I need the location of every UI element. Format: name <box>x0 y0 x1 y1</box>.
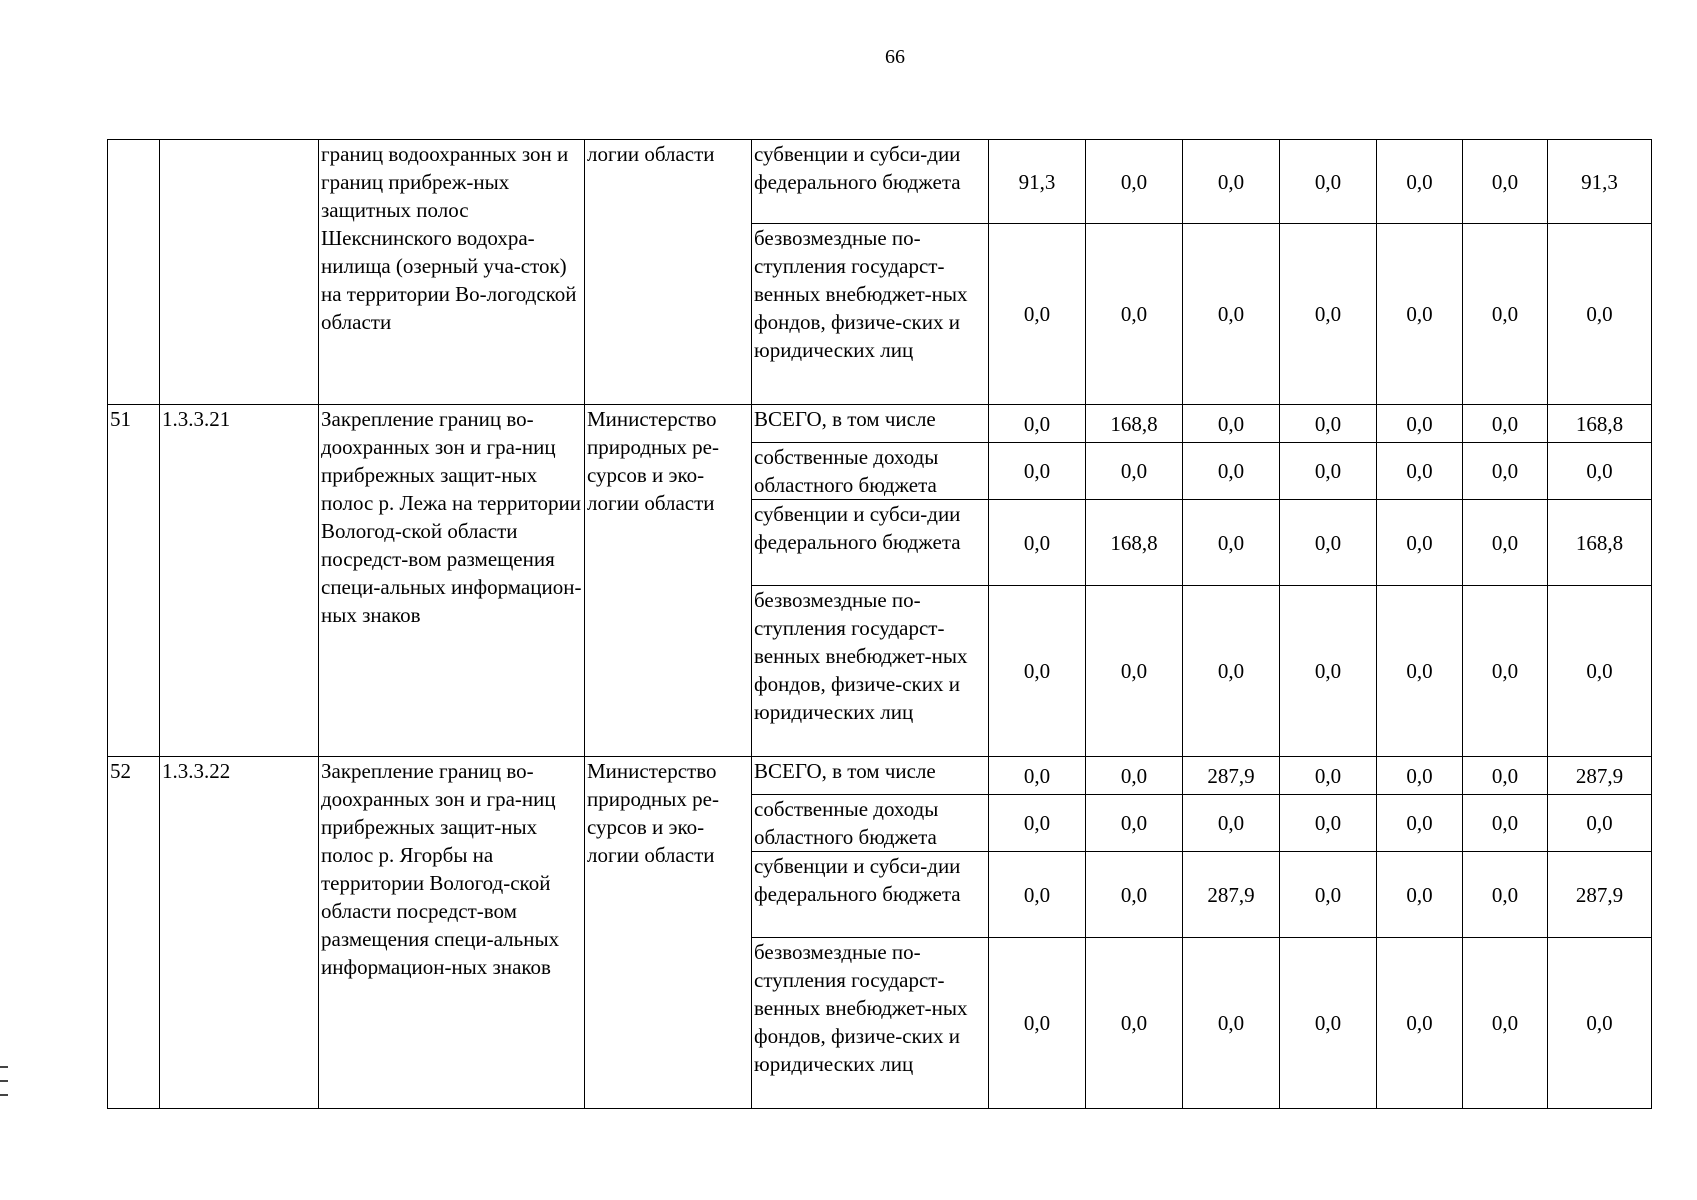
funding-source: субвенции и субси-дии федерального бюджета <box>752 140 989 224</box>
funding-source: безвозмездные по-ступления государст-венных внебюджет-ных фондов, физиче-ских и юридических лиц <box>752 938 989 1109</box>
amount-cell: 0,0 <box>1183 224 1280 405</box>
amount-cell: 0,0 <box>989 795 1086 852</box>
amount-cell: 0,0 <box>989 852 1086 938</box>
row-code: 1.3.3.21 <box>160 405 319 757</box>
row-code: 1.3.3.22 <box>160 757 319 1109</box>
amount-cell: 0,0 <box>1548 224 1652 405</box>
table-row <box>108 140 1652 224</box>
amount-cell: 0,0 <box>1280 852 1377 938</box>
funding-source: собственные доходы областного бюджета <box>752 795 989 852</box>
amount-cell: 0,0 <box>1280 140 1377 224</box>
amount-cell: 0,0 <box>1183 795 1280 852</box>
amount-cell: 0,0 <box>1377 500 1463 586</box>
amount-cell: 0,0 <box>1280 795 1377 852</box>
amount-cell: 0,0 <box>989 224 1086 405</box>
page-number: 66 <box>885 46 905 68</box>
amount-cell: 0,0 <box>1086 443 1183 500</box>
amount-cell: 0,0 <box>1183 443 1280 500</box>
table-row <box>108 405 1652 443</box>
amount-cell: 168,8 <box>1086 405 1183 443</box>
amount-cell: 0,0 <box>1377 443 1463 500</box>
funding-source: безвозмездные по-ступления государст-венных внебюджет-ных фондов, физиче-ских и юридических лиц <box>752 224 989 405</box>
amount-cell: 0,0 <box>989 443 1086 500</box>
amount-cell: 0,0 <box>1086 224 1183 405</box>
margin-mark <box>0 1066 8 1068</box>
amount-cell: 0,0 <box>1280 405 1377 443</box>
amount-cell: 0,0 <box>1463 443 1548 500</box>
amount-cell: 168,8 <box>1086 500 1183 586</box>
row-number: 51 <box>108 405 160 757</box>
amount-cell: 0,0 <box>1377 938 1463 1109</box>
amount-cell: 0,0 <box>1463 224 1548 405</box>
amount-cell: 0,0 <box>1086 757 1183 795</box>
amount-cell: 0,0 <box>1463 586 1548 757</box>
table-row <box>108 757 1652 795</box>
amount-cell: 0,0 <box>1086 938 1183 1109</box>
amount-cell: 0,0 <box>1183 140 1280 224</box>
amount-cell: 0,0 <box>989 405 1086 443</box>
amount-cell: 0,0 <box>1463 140 1548 224</box>
amount-cell: 287,9 <box>1548 852 1652 938</box>
amount-cell: 0,0 <box>1183 500 1280 586</box>
amount-cell: 0,0 <box>1377 757 1463 795</box>
amount-cell: 0,0 <box>1377 224 1463 405</box>
row-code <box>160 140 319 405</box>
budget-table <box>107 139 1652 1109</box>
amount-cell: 0,0 <box>1377 795 1463 852</box>
amount-cell: 0,0 <box>1086 795 1183 852</box>
amount-cell: 0,0 <box>1183 938 1280 1109</box>
amount-cell: 0,0 <box>1183 405 1280 443</box>
row-number: 52 <box>108 757 160 1109</box>
row-number <box>108 140 160 405</box>
row-name: границ водоохранных зон и границ прибреж-ных защитных полос Шекснинского водохра-нилища (озерный уча-сток) на территории Во-логодской области <box>319 140 585 405</box>
funding-source: собственные доходы областного бюджета <box>752 443 989 500</box>
funding-source: безвозмездные по-ступления государст-венных внебюджет-ных фондов, физиче-ских и юридических лиц <box>752 586 989 757</box>
amount-cell: 0,0 <box>1280 586 1377 757</box>
amount-cell: 0,0 <box>1086 852 1183 938</box>
funding-source: ВСЕГО, в том числе <box>752 757 989 795</box>
amount-cell: 0,0 <box>989 938 1086 1109</box>
amount-cell: 0,0 <box>1548 586 1652 757</box>
amount-cell: 0,0 <box>1463 405 1548 443</box>
amount-cell: 0,0 <box>1463 795 1548 852</box>
amount-cell: 0,0 <box>989 586 1086 757</box>
amount-cell: 0,0 <box>1463 500 1548 586</box>
amount-cell: 0,0 <box>1463 852 1548 938</box>
amount-cell: 0,0 <box>1377 852 1463 938</box>
amount-cell: 0,0 <box>1086 140 1183 224</box>
amount-cell: 0,0 <box>1548 443 1652 500</box>
amount-cell: 168,8 <box>1548 405 1652 443</box>
amount-cell: 0,0 <box>1280 500 1377 586</box>
row-executor: Министерство природных ре-сурсов и эко-логии области <box>585 757 752 1109</box>
row-name: Закрепление границ во-доохранных зон и гра-ниц прибрежных защит-ных полос р. Ягорбы на территории Вологод-ской области посредст-вом размещения специ-альных информацион-ных знаков <box>319 757 585 1109</box>
row-name: Закрепление границ во-доохранных зон и гра-ниц прибрежных защит-ных полос р. Лежа на территории Вологод-ской области посредст-вом размещения специ-альных информацион-ных знаков <box>319 405 585 757</box>
amount-cell: 0,0 <box>1280 757 1377 795</box>
amount-cell: 287,9 <box>1183 852 1280 938</box>
row-executor: логии области <box>585 140 752 405</box>
amount-cell: 0,0 <box>1548 938 1652 1109</box>
margin-mark <box>0 1094 8 1096</box>
funding-source: субвенции и субси-дии федерального бюджета <box>752 852 989 938</box>
amount-cell: 0,0 <box>1463 938 1548 1109</box>
amount-cell: 0,0 <box>1086 586 1183 757</box>
amount-cell: 91,3 <box>989 140 1086 224</box>
amount-cell: 287,9 <box>1548 757 1652 795</box>
amount-cell: 168,8 <box>1548 500 1652 586</box>
amount-cell: 0,0 <box>989 500 1086 586</box>
amount-cell: 287,9 <box>1183 757 1280 795</box>
amount-cell: 0,0 <box>1377 586 1463 757</box>
amount-cell: 91,3 <box>1548 140 1652 224</box>
margin-mark <box>0 1080 8 1082</box>
funding-source: субвенции и субси-дии федерального бюджета <box>752 500 989 586</box>
amount-cell: 0,0 <box>1548 795 1652 852</box>
amount-cell: 0,0 <box>989 757 1086 795</box>
amount-cell: 0,0 <box>1183 586 1280 757</box>
amount-cell: 0,0 <box>1280 443 1377 500</box>
amount-cell: 0,0 <box>1377 405 1463 443</box>
funding-source: ВСЕГО, в том числе <box>752 405 989 443</box>
amount-cell: 0,0 <box>1377 140 1463 224</box>
row-executor: Министерство природных ре-сурсов и эко-логии области <box>585 405 752 757</box>
amount-cell: 0,0 <box>1280 938 1377 1109</box>
amount-cell: 0,0 <box>1280 224 1377 405</box>
amount-cell: 0,0 <box>1463 757 1548 795</box>
